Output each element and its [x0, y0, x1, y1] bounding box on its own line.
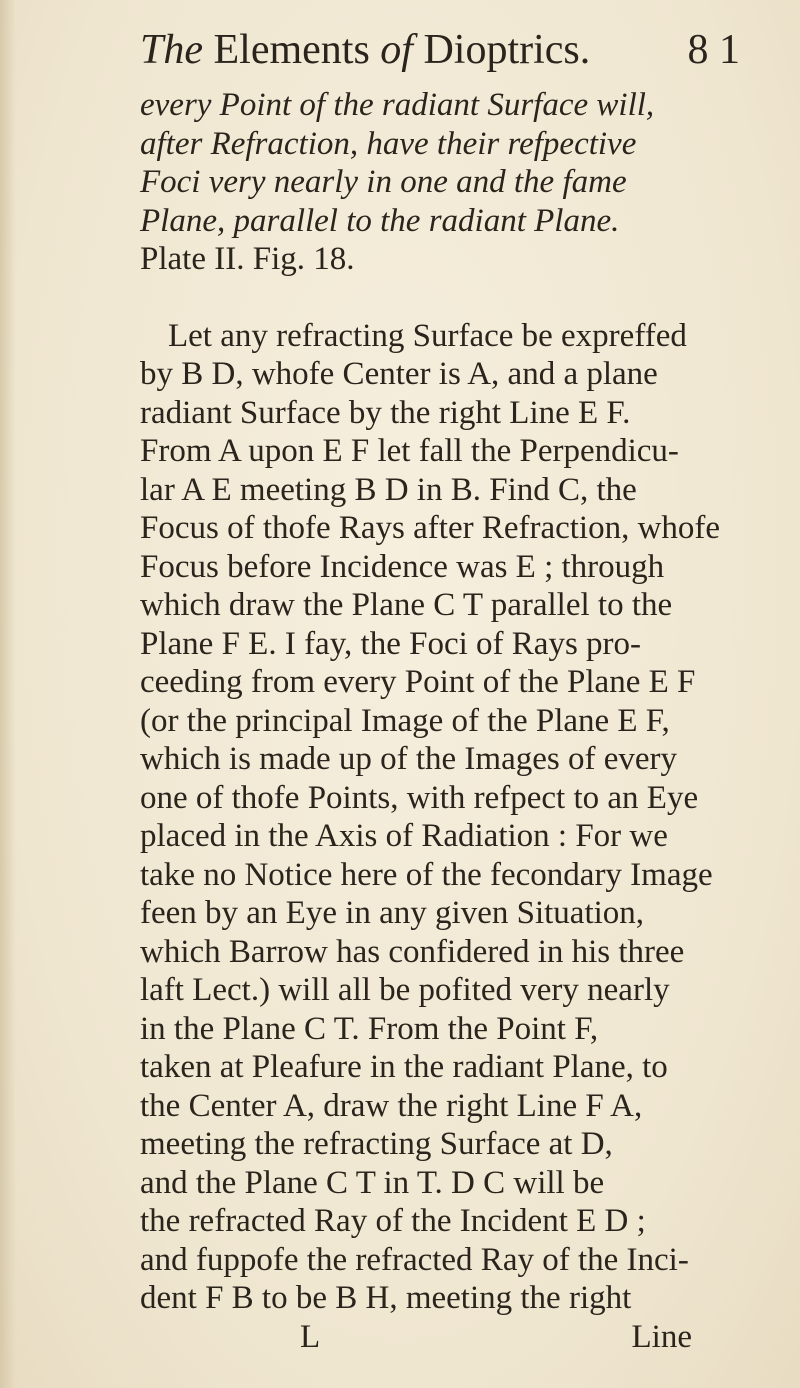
body-line: the Center A, draw the right Line F A,	[140, 1087, 643, 1124]
running-head-elements: Elements	[203, 27, 381, 73]
body-line: dent F B to be B H, meeting the right	[140, 1280, 632, 1316]
running-head-of: of	[380, 27, 413, 73]
signature-line	[140, 1318, 740, 1357]
body-line: taken at Pleafure in the radiant Plane, to	[140, 1049, 668, 1085]
body-line: feen by an Eye in any given Situation,	[140, 895, 645, 931]
plate-reference: Plate II. Fig. 18.	[140, 241, 355, 277]
running-head-dioptrics: Dioptrics.	[412, 27, 591, 73]
body-line: Focus of thofe Rays after Refraction, whofe	[140, 510, 721, 546]
body-line: and fuppofe the refracted Ray of the Inci-	[140, 1241, 689, 1278]
page-text	[140, 86, 740, 1356]
body-line: (or the principal Image of the Plane E F,	[140, 702, 670, 739]
proposition-line: every Point of the radiant Surface will,	[140, 87, 655, 123]
body-line: the refracted Ray of the Incident E D ;	[140, 1203, 646, 1239]
catchword: Line	[631, 1318, 692, 1355]
running-head-the: The	[140, 27, 203, 73]
body-line: which draw the Plane C T parallel to the	[140, 587, 673, 623]
body-line: Plane F E. I fay, the Foci of Rays pro-	[140, 625, 642, 662]
body-line: in the Plane C T. From the Point F,	[140, 1010, 599, 1047]
signature-mark: L	[300, 1318, 321, 1355]
proposition-line: after Refraction, have their refpective	[140, 125, 637, 162]
body-line: Let any refracting Surface be expreffed	[168, 317, 687, 354]
page-spine-shadow	[0, 0, 16, 1388]
body-line: laft Lect.) will all be pofited very nearly	[140, 972, 670, 1008]
proposition-line: Plane, parallel to the radiant Plane.	[140, 202, 620, 239]
body-line: which is made up of the Images of every	[140, 741, 677, 777]
body-line: which Barrow has confidered in his three	[140, 933, 685, 970]
body-line: From A upon E F let fall the Perpendicu-	[140, 433, 679, 469]
proposition-line: Foci very nearly in one and the fame	[140, 164, 627, 200]
body-line: one of thofe Points, with refpect to an Eye	[140, 779, 699, 816]
body-line: Focus before Incidence was E ; through	[140, 548, 665, 585]
page-number: 8 1	[687, 27, 740, 73]
body-line: meeting the refracting Surface at D,	[140, 1126, 613, 1162]
body-line: placed in the Axis of Radiation : For we	[140, 818, 668, 854]
running-head	[140, 24, 740, 76]
body-line: take no Notice here of the fecondary Image	[140, 856, 713, 893]
body-line: radiant Surface by the right Line E F.	[140, 394, 631, 431]
body-line: ceeding from every Point of the Plane E F	[140, 664, 696, 700]
body-line: lar A E meeting B D in B. Find C, the	[140, 471, 637, 508]
body-line: and the Plane C T in T. D C will be	[140, 1164, 605, 1201]
paragraph-gap	[140, 279, 740, 317]
body-line: by B D, whofe Center is A, and a plane	[140, 356, 658, 392]
